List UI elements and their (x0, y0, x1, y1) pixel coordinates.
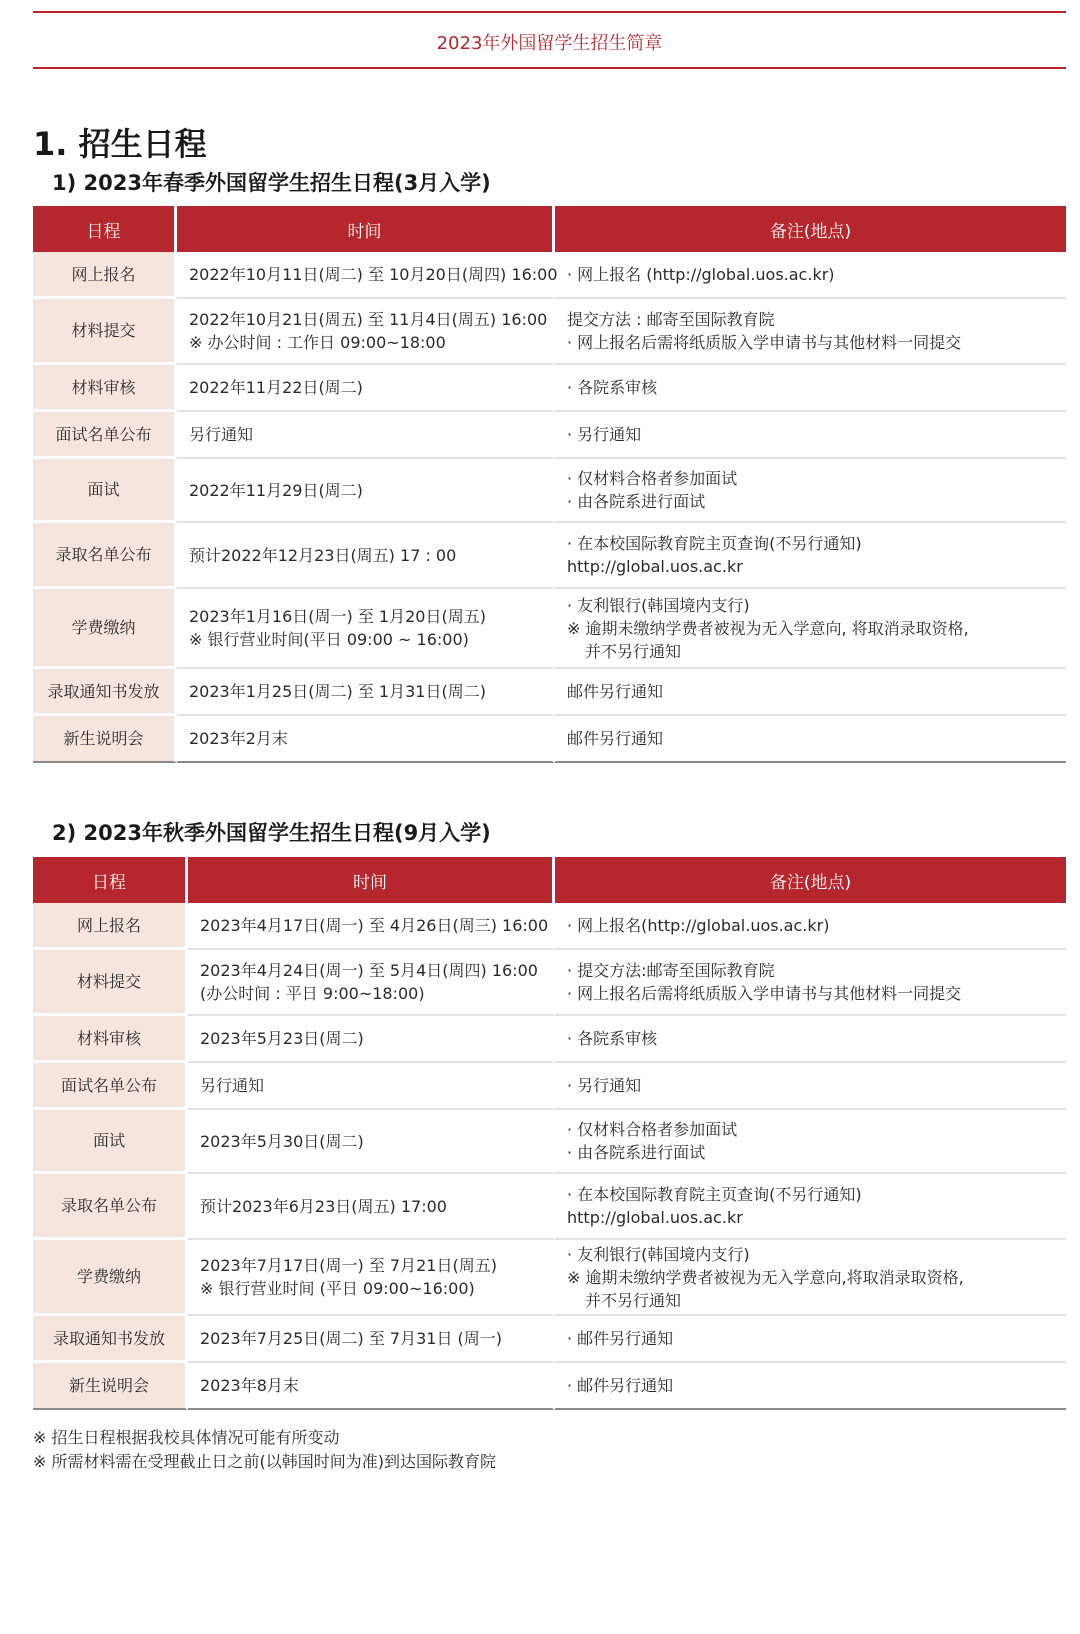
row-note: · 仅材料合格者参加面试 · 由各院系进行面试 (555, 1110, 1066, 1174)
schedule-table-autumn (33, 857, 1066, 1410)
table-row (33, 1110, 1066, 1174)
row-label: 新生说明会 (33, 1363, 188, 1410)
row-time: 2022年10月11日(周二) 至 10月20日(周四) 16:00 (177, 252, 555, 299)
row-time: 2023年7月17日(周一) 至 7月21日(周五) ※ 银行营业时间 (平日 09:00~16:00) (188, 1240, 555, 1316)
row-time: 2023年1月25日(周二) 至 1月31日(周二) (177, 669, 555, 716)
row-note: 邮件另行通知 (555, 669, 1066, 716)
table-row (33, 1063, 1066, 1110)
row-note: · 另行通知 (555, 412, 1066, 459)
row-time: 2023年5月23日(周二) (188, 1016, 555, 1063)
row-label: 网上报名 (33, 252, 177, 299)
section-heading-autumn: 2) 2023年秋季外国留学生招生日程(9月入学) (52, 821, 491, 845)
column-header-schedule: 日程 (33, 857, 188, 903)
footnotes (33, 1426, 496, 1474)
row-time: 2023年7月25日(周二) 至 7月31日 (周一) (188, 1316, 555, 1363)
row-time: 另行通知 (188, 1063, 555, 1110)
row-label: 材料审核 (33, 1016, 188, 1063)
row-label: 录取通知书发放 (33, 669, 177, 716)
row-note: · 友利银行(韩国境内支行) ※ 逾期未缴纳学费者被视为无入学意向,将取消录取资格, 并不另行通知 (555, 1240, 1066, 1316)
column-header-schedule: 日程 (33, 206, 177, 252)
row-note: · 另行通知 (555, 1063, 1066, 1110)
row-note: · 仅材料合格者参加面试 · 由各院系进行面试 (555, 459, 1066, 523)
table-row (33, 1016, 1066, 1063)
table-row (33, 903, 1066, 950)
table-header-row (33, 857, 1066, 903)
row-time: 2022年11月29日(周二) (177, 459, 555, 523)
row-time: 2023年4月17日(周一) 至 4月26日(周三) 16:00 (188, 903, 555, 950)
table-row (33, 1316, 1066, 1363)
row-time: 2023年2月末 (177, 716, 555, 763)
row-label: 录取名单公布 (33, 1174, 188, 1240)
row-label: 面试 (33, 1110, 188, 1174)
column-header-note: 备注(地点) (555, 206, 1066, 252)
section-heading-spring: 1) 2023年春季外国留学生招生日程(3月入学) (52, 171, 491, 195)
row-label: 学费缴纳 (33, 1240, 188, 1316)
row-note: 提交方法 : 邮寄至国际教育院 · 网上报名后需将纸质版入学申请书与其他材料一同提交 (555, 299, 1066, 365)
row-time: 预计2023年6月23日(周五) 17:00 (188, 1174, 555, 1240)
row-label: 面试名单公布 (33, 412, 177, 459)
row-label: 学费缴纳 (33, 589, 177, 669)
column-header-time: 时间 (177, 206, 555, 252)
table-row (33, 1240, 1066, 1316)
table-row (33, 669, 1066, 716)
row-note: · 各院系审核 (555, 365, 1066, 412)
row-time: 2023年4月24日(周一) 至 5月4日(周四) 16:00 (办公时间 : 平日 9:00~18:00) (188, 950, 555, 1016)
table-header-row (33, 206, 1066, 252)
header-top-rule (33, 11, 1066, 13)
row-label: 新生说明会 (33, 716, 177, 763)
table-row (33, 523, 1066, 589)
table-row (33, 1174, 1066, 1240)
table-row (33, 252, 1066, 299)
row-note: · 友利银行(韩国境内支行) ※ 逾期未缴纳学费者被视为无入学意向, 将取消录取资格, 并不另行通知 (555, 589, 1066, 669)
table-row (33, 412, 1066, 459)
header-bottom-rule (33, 67, 1066, 69)
row-label: 面试名单公布 (33, 1063, 188, 1110)
row-label: 录取名单公布 (33, 523, 177, 589)
row-note: · 提交方法:邮寄至国际教育院 · 网上报名后需将纸质版入学申请书与其他材料一同提交 (555, 950, 1066, 1016)
row-label: 网上报名 (33, 903, 188, 950)
row-time: 2023年1月16日(周一) 至 1月20日(周五) ※ 银行营业时间(平日 09:00 ~ 16:00) (177, 589, 555, 669)
row-note: · 网上报名(http://global.uos.ac.kr) (555, 903, 1066, 950)
row-label: 材料提交 (33, 950, 188, 1016)
row-label: 材料审核 (33, 365, 177, 412)
table-row (33, 459, 1066, 523)
column-header-time: 时间 (188, 857, 555, 903)
main-heading: 1. 招生日程 (33, 125, 207, 163)
document-header-title: 2023年外国留学生招生简章 (436, 33, 663, 54)
footnote: ※ 所需材料需在受理截止日之前(以韩国时间为准)到达国际教育院 (33, 1452, 496, 1471)
row-time: 2022年11月22日(周二) (177, 365, 555, 412)
table-row (33, 950, 1066, 1016)
table-row (33, 365, 1066, 412)
row-note: · 在本校国际教育院主页查询(不另行通知) http://global.uos.ac.kr (555, 523, 1066, 589)
row-note: · 网上报名 (http://global.uos.ac.kr) (555, 252, 1066, 299)
row-time: 2022年10月21日(周五) 至 11月4日(周五) 16:00 ※ 办公时间 : 工作日 09:00~18:00 (177, 299, 555, 365)
schedule-table-spring (33, 206, 1066, 763)
row-label: 面试 (33, 459, 177, 523)
row-note: · 邮件另行通知 (555, 1316, 1066, 1363)
row-note: · 各院系审核 (555, 1016, 1066, 1063)
row-label: 录取通知书发放 (33, 1316, 188, 1363)
row-label: 材料提交 (33, 299, 177, 365)
row-time: 2023年5月30日(周二) (188, 1110, 555, 1174)
row-time: 另行通知 (177, 412, 555, 459)
footnote: ※ 招生日程根据我校具体情况可能有所变动 (33, 1428, 340, 1447)
table-row (33, 716, 1066, 763)
row-time: 预计2022年12月23日(周五) 17 : 00 (177, 523, 555, 589)
row-note: · 在本校国际教育院主页查询(不另行通知) http://global.uos.ac.kr (555, 1174, 1066, 1240)
table-row (33, 1363, 1066, 1410)
row-time: 2023年8月末 (188, 1363, 555, 1410)
table-row (33, 589, 1066, 669)
row-note: · 邮件另行通知 (555, 1363, 1066, 1410)
column-header-note: 备注(地点) (555, 857, 1066, 903)
table-row (33, 299, 1066, 365)
row-note: 邮件另行通知 (555, 716, 1066, 763)
